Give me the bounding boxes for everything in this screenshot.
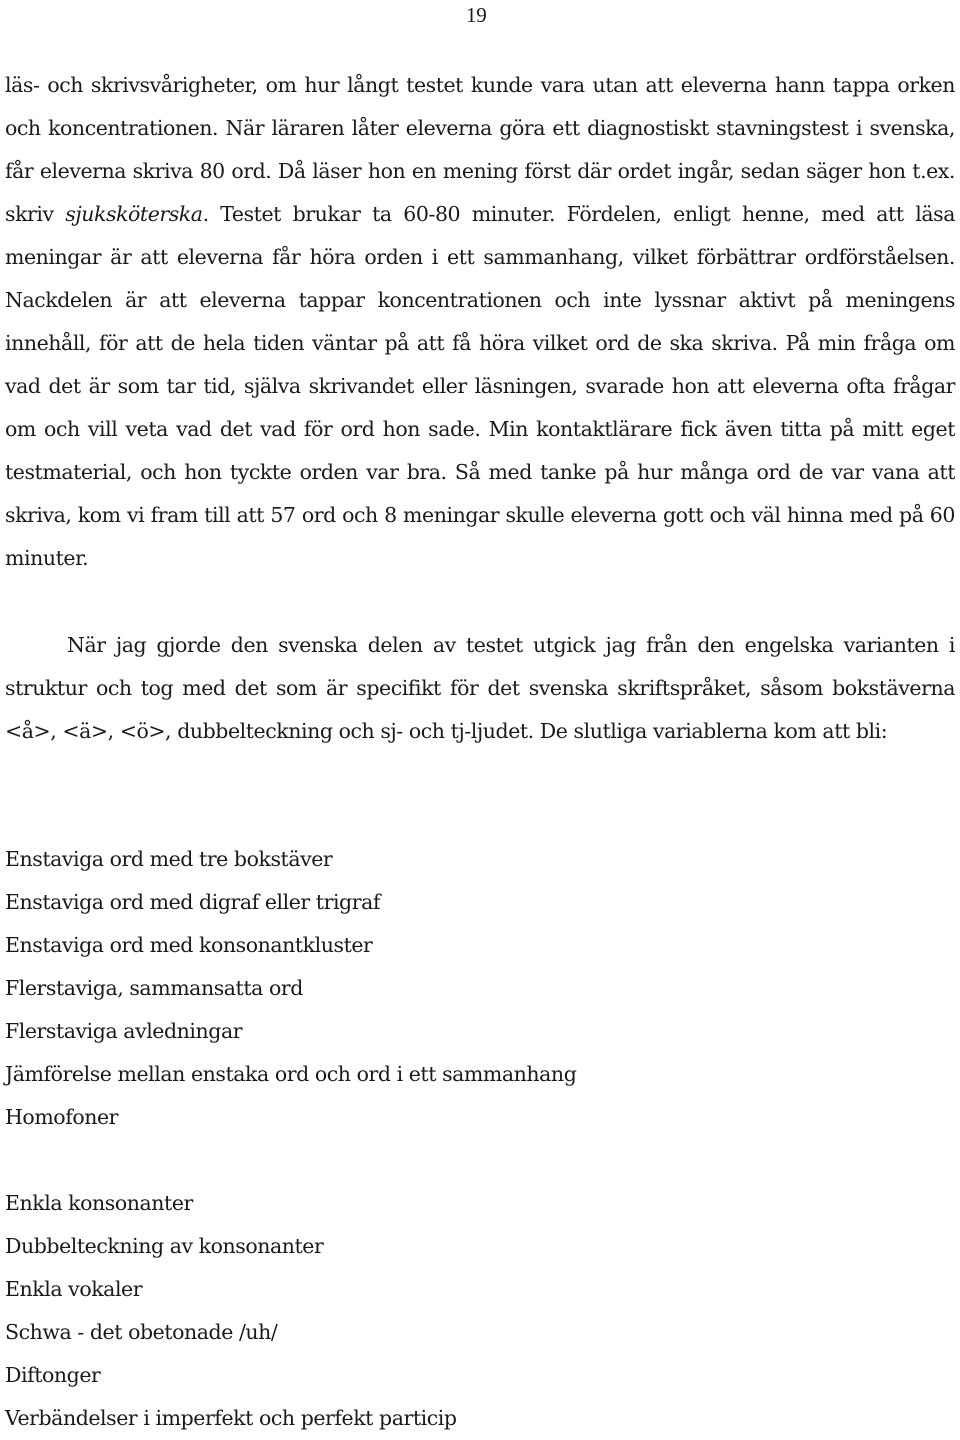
list-item: Verbändelser i imperfekt och perfekt particip (5, 1406, 457, 1430)
variables-list-1 (5, 838, 955, 1139)
paragraph-1-text-start: läs- och skrivsvårigheter, om hur långt testet kunde vara utan att eleverna hann tappa orken och koncentrationen. När läraren låter eleverna göra ett diagnostiskt stavningstest i svenska, får eleverna skriva 80 ord. Då läser hon en mening först där ordet ingår, sedan säger hon t.ex. skriv (5, 73, 955, 226)
list-item: Homofoner (5, 1105, 119, 1129)
list-item: Jämförelse mellan enstaka ord och ord i ett sammanhang (5, 1062, 577, 1086)
italic-example-word: sjuksköterska (65, 202, 203, 226)
list-item: Enstaviga ord med tre bokstäver (5, 847, 333, 871)
body-paragraph-2: När jag gjorde den svenska delen av testet utgick jag från den engelska varianten i struktur och tog med det som är specifikt för det svenska skriftspråket, såsom bokstäverna <å>, <ä>, <ö>, dubbelteckning och sj- och tj-ljudet. De slutliga variablerna kom att bli: (5, 633, 955, 743)
list-item: Flerstaviga, sammansatta ord (5, 976, 303, 1000)
list-item: Enkla konsonanter (5, 1191, 193, 1215)
paragraph-1-text-end: . Testet brukar ta 60-80 minuter. Fördelen, enligt henne, med att läsa meningar är att eleverna får höra orden i ett sammanhang, vilket förbättrar ordförståelsen. Nackdelen är att eleverna tappar koncentrationen och inte lyssnar aktivt på meningens innehåll, för att de hela tiden väntar på att få höra vilket ord de ska skriva. På min fråga om vad det är som tar tid, själva skrivandet eller läsningen, svarade hon att eleverna ofta frågar om och vill veta vad det vad för ord hon sade. Min kontaktlärare fick även titta på mitt eget testmaterial, och hon tyckte orden var bra. Så med tanke på hur många ord de var vana att skriva, kom vi fram till att 57 ord och 8 meningar skulle eleverna gott och väl hinna med på 60 minuter. (5, 202, 955, 570)
list-item: Enstaviga ord med digraf eller trigraf (5, 890, 380, 914)
variables-list-2 (5, 1182, 955, 1440)
list-item: Enstaviga ord med konsonantkluster (5, 933, 373, 957)
list-item: Dubbelteckning av konsonanter (5, 1234, 324, 1258)
page-number: 19 (466, 3, 487, 27)
list-item: Schwa - det obetonade /uh/ (5, 1320, 278, 1344)
list-item: Flerstaviga avledningar (5, 1019, 243, 1043)
list-item: Diftonger (5, 1363, 101, 1387)
body-paragraph-1 (5, 64, 955, 580)
list-item: Enkla vokaler (5, 1277, 143, 1301)
